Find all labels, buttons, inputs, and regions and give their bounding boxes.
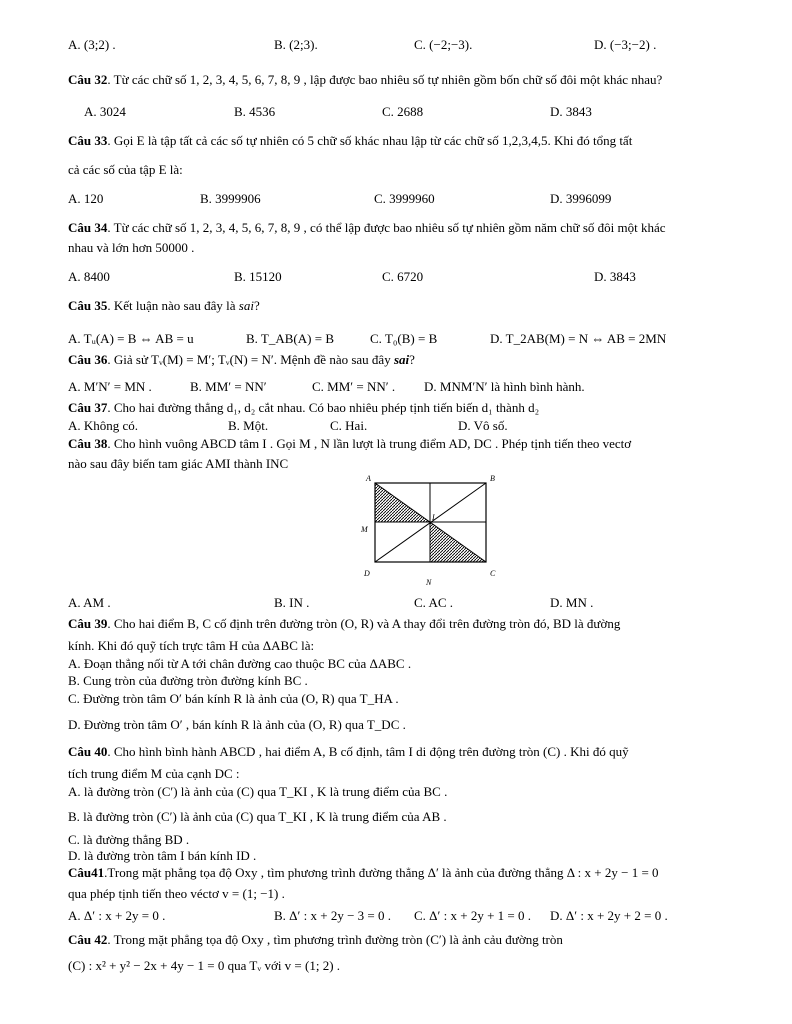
q36-stem bbox=[68, 352, 415, 368]
q39-option-a: A. Đoạn thẳng nối từ A tới chân đường cao thuộc BC của ΔABC . bbox=[68, 656, 412, 671]
q40-label: Câu 40 bbox=[68, 744, 108, 759]
q37-text: . Cho hai đường thẳng d₁, d₂ cắt nhau. Có bao nhiêu phép tịnh tiến biến d₁ thành d₂ bbox=[107, 400, 540, 415]
q34-text: . Từ các chữ số 1, 2, 3, 4, 5, 6, 7, 8, 9 , có thể lập được bao nhiêu số tự nhiên gồm năm chữ số đôi một khác bbox=[107, 220, 666, 235]
q41-text: .Trong mặt phẳng tọa độ Oxy , tìm phương trình đường thẳng Δ′ là ảnh của đường thẳng Δ : x + 2y − 1 = 0 bbox=[104, 865, 659, 880]
q32-option-b: B. 4536 bbox=[234, 104, 276, 119]
q39-option-d: D. Đường tròn tâm O′ , bán kính R là ảnh của (O, R) qua T_DC . bbox=[68, 717, 406, 732]
q41-options bbox=[68, 907, 738, 925]
q34-option-d: D. 3843 bbox=[594, 269, 636, 284]
q41-option-d: D. Δ′ : x + 2y + 2 = 0 . bbox=[550, 908, 668, 923]
q31-option-d: D. (−3;−2) . bbox=[594, 37, 657, 52]
q36-emphasis: sai bbox=[393, 352, 410, 367]
q34-options bbox=[68, 268, 738, 286]
q33-option-a: A. 120 bbox=[68, 191, 104, 206]
q33-option-b: B. 3999906 bbox=[200, 191, 261, 206]
q36-label: Câu 36 bbox=[68, 352, 108, 367]
q34-stem bbox=[68, 220, 666, 236]
label-n: N bbox=[426, 578, 432, 587]
q33-options bbox=[68, 190, 738, 208]
label-c: C bbox=[490, 569, 496, 578]
q34-option-a: A. 8400 bbox=[68, 269, 110, 284]
q35-tail: ? bbox=[253, 298, 260, 313]
q39-option-b: B. Cung tròn của đường tròn đường kính BC . bbox=[68, 673, 308, 688]
q36-options bbox=[68, 378, 738, 396]
q32-option-d: D. 3843 bbox=[550, 104, 592, 119]
q40-option-c: C. là đường thẳng BD . bbox=[68, 832, 190, 847]
q40-text: . Cho hình bình hành ABCD , hai điểm A, B cố định, tâm I di động trên đường tròn (C) . Khi đó quỹ bbox=[107, 744, 629, 759]
q32-label: Câu 32 bbox=[68, 72, 108, 87]
q38-option-d: D. MN . bbox=[550, 595, 594, 610]
q33-stem bbox=[68, 133, 632, 149]
q36-option-b: B. MM′ = NN′ bbox=[190, 379, 267, 394]
q34-option-c: C. 6720 bbox=[382, 269, 424, 284]
q31-option-a: A. (3;2) . bbox=[68, 37, 116, 52]
q35-emphasis: sai bbox=[238, 298, 254, 313]
q41-option-a: A. Δ′ : x + 2y = 0 . bbox=[68, 908, 166, 923]
q35-text: . Kết luận nào sau đây là bbox=[107, 298, 239, 313]
q34-stem-line2: nhau và lớn hơn 50000 . bbox=[68, 240, 195, 255]
q40-option-a: A. là đường tròn (C′) là ảnh của (C) qua T_KI , K là trung điểm của BC . bbox=[68, 784, 448, 799]
q34-label: Câu 34 bbox=[68, 220, 108, 235]
q42-text: . Trong mặt phẳng tọa độ Oxy , tìm phương trình đường tròn (C′) là ảnh cảu đường tròn bbox=[107, 932, 563, 947]
q42-stem-line2: (C) : x² + y² − 2x + 4y − 1 = 0 qua Tᵥ với v = (1; 2) . bbox=[68, 958, 341, 973]
q35-option-b: B. T_AB(A) = B bbox=[246, 331, 334, 346]
q39-option-c: C. Đường tròn tâm O′ bán kính R là ảnh của (O, R) qua T_HA . bbox=[68, 691, 399, 706]
q37-option-c: C. Hai. bbox=[330, 418, 368, 433]
q35-option-c: C. T₀(B) = B bbox=[370, 331, 438, 346]
q38-text: . Cho hình vuông ABCD tâm I . Gọi M , N lần lượt là trung điểm AD, DC . Phép tịnh tiến theo vectơ bbox=[107, 436, 632, 451]
q40-option-d: D. là đường tròn tâm I bán kính ID . bbox=[68, 848, 257, 863]
q31-options bbox=[68, 36, 738, 54]
q41-label: Câu41 bbox=[68, 865, 105, 880]
q38-options bbox=[68, 594, 738, 612]
square-figure bbox=[356, 472, 506, 590]
q41-option-c: C. Δ′ : x + 2y + 1 = 0 . bbox=[414, 908, 531, 923]
q38-stem-line2: nào sau đây biến tam giác AMI thành INC bbox=[68, 456, 289, 471]
q36-text: . Giả sử Tᵥ(M) = M′; Tᵥ(N) = N′. Mệnh đề nào sau đây bbox=[107, 352, 394, 367]
q36-tail: ? bbox=[409, 352, 415, 367]
q41-option-b: B. Δ′ : x + 2y − 3 = 0 . bbox=[274, 908, 391, 923]
q35-option-d: D. T_2AB(M) = N ⇔ AB = 2MN bbox=[490, 331, 667, 346]
q32-text: . Từ các chữ số 1, 2, 3, 4, 5, 6, 7, 8, 9 , lập được bao nhiêu số tự nhiên gồm bốn chữ số đôi một khác nhau? bbox=[107, 72, 663, 87]
q35-options bbox=[68, 330, 738, 348]
q36-option-d: D. MNM′N′ là hình bình hành. bbox=[424, 379, 585, 394]
q38-option-b: B. IN . bbox=[274, 595, 310, 610]
label-a: A bbox=[366, 474, 371, 483]
q33-option-d: D. 3996099 bbox=[550, 191, 612, 206]
q39-label: Câu 39 bbox=[68, 616, 108, 631]
q37-option-a: A. Không có. bbox=[68, 418, 139, 433]
q37-option-d: D. Vô số. bbox=[458, 418, 508, 433]
q38-stem bbox=[68, 436, 631, 452]
label-b: B bbox=[490, 474, 495, 483]
q32-options bbox=[68, 103, 738, 121]
q40-stem-line2: tích trung điểm M của cạnh DC : bbox=[68, 766, 240, 781]
q32-option-c: C. 2688 bbox=[382, 104, 424, 119]
q36-option-c: C. MM′ = NN′ . bbox=[312, 379, 396, 394]
q37-label: Câu 37 bbox=[68, 400, 108, 415]
q33-stem-line2: cả các số của tập E là: bbox=[68, 162, 183, 177]
q40-option-b: B. là đường tròn (C′) là ảnh của (C) qua T_KI , K là trung điểm của AB . bbox=[68, 809, 447, 824]
q42-label: Câu 42 bbox=[68, 932, 108, 947]
q32-stem bbox=[68, 72, 662, 88]
q33-text: . Gọi E là tập tất cả các số tự nhiên có 5 chữ số khác nhau lập từ các chữ số 1,2,3,4,5. Khi đó tổng tất bbox=[107, 133, 633, 148]
q37-options bbox=[68, 417, 738, 435]
q31-option-c: C. (−2;−3). bbox=[414, 37, 473, 52]
q36-option-a: A. M′N′ = MN . bbox=[68, 379, 152, 394]
q37-option-b: B. Một. bbox=[228, 418, 269, 433]
q41-stem bbox=[68, 865, 659, 881]
q31-option-b: B. (2;3). bbox=[274, 37, 318, 52]
q41-stem-line2: qua phép tịnh tiến theo véctơ v = (1; −1) . bbox=[68, 886, 285, 901]
q40-stem bbox=[68, 744, 629, 760]
q35-stem bbox=[68, 298, 260, 314]
q38-label: Câu 38 bbox=[68, 436, 108, 451]
q33-label: Câu 33 bbox=[68, 133, 108, 148]
q32-option-a: A. 3024 bbox=[84, 104, 126, 119]
q35-label: Câu 35 bbox=[68, 298, 108, 313]
q39-stem bbox=[68, 616, 620, 632]
q39-text: . Cho hai điểm B, C cố định trên đường tròn (O, R) và A thay đổi trên đường tròn đó, BD là đường bbox=[107, 616, 621, 631]
q37-stem bbox=[68, 400, 539, 416]
q42-stem bbox=[68, 932, 563, 948]
q35-option-a: A. Tᵤ(A) = B ⇔ AB = u bbox=[68, 331, 194, 346]
label-d: D bbox=[364, 569, 370, 578]
label-i: I bbox=[432, 513, 435, 522]
q33-option-c: C. 3999960 bbox=[374, 191, 435, 206]
q34-option-b: B. 15120 bbox=[234, 269, 282, 284]
label-m: M bbox=[361, 525, 368, 534]
q38-option-c: C. AC . bbox=[414, 595, 454, 610]
q38-option-a: A. AM . bbox=[68, 595, 111, 610]
q39-stem-line2: kính. Khi đó quỹ tích trực tâm H của ΔABC là: bbox=[68, 638, 315, 653]
